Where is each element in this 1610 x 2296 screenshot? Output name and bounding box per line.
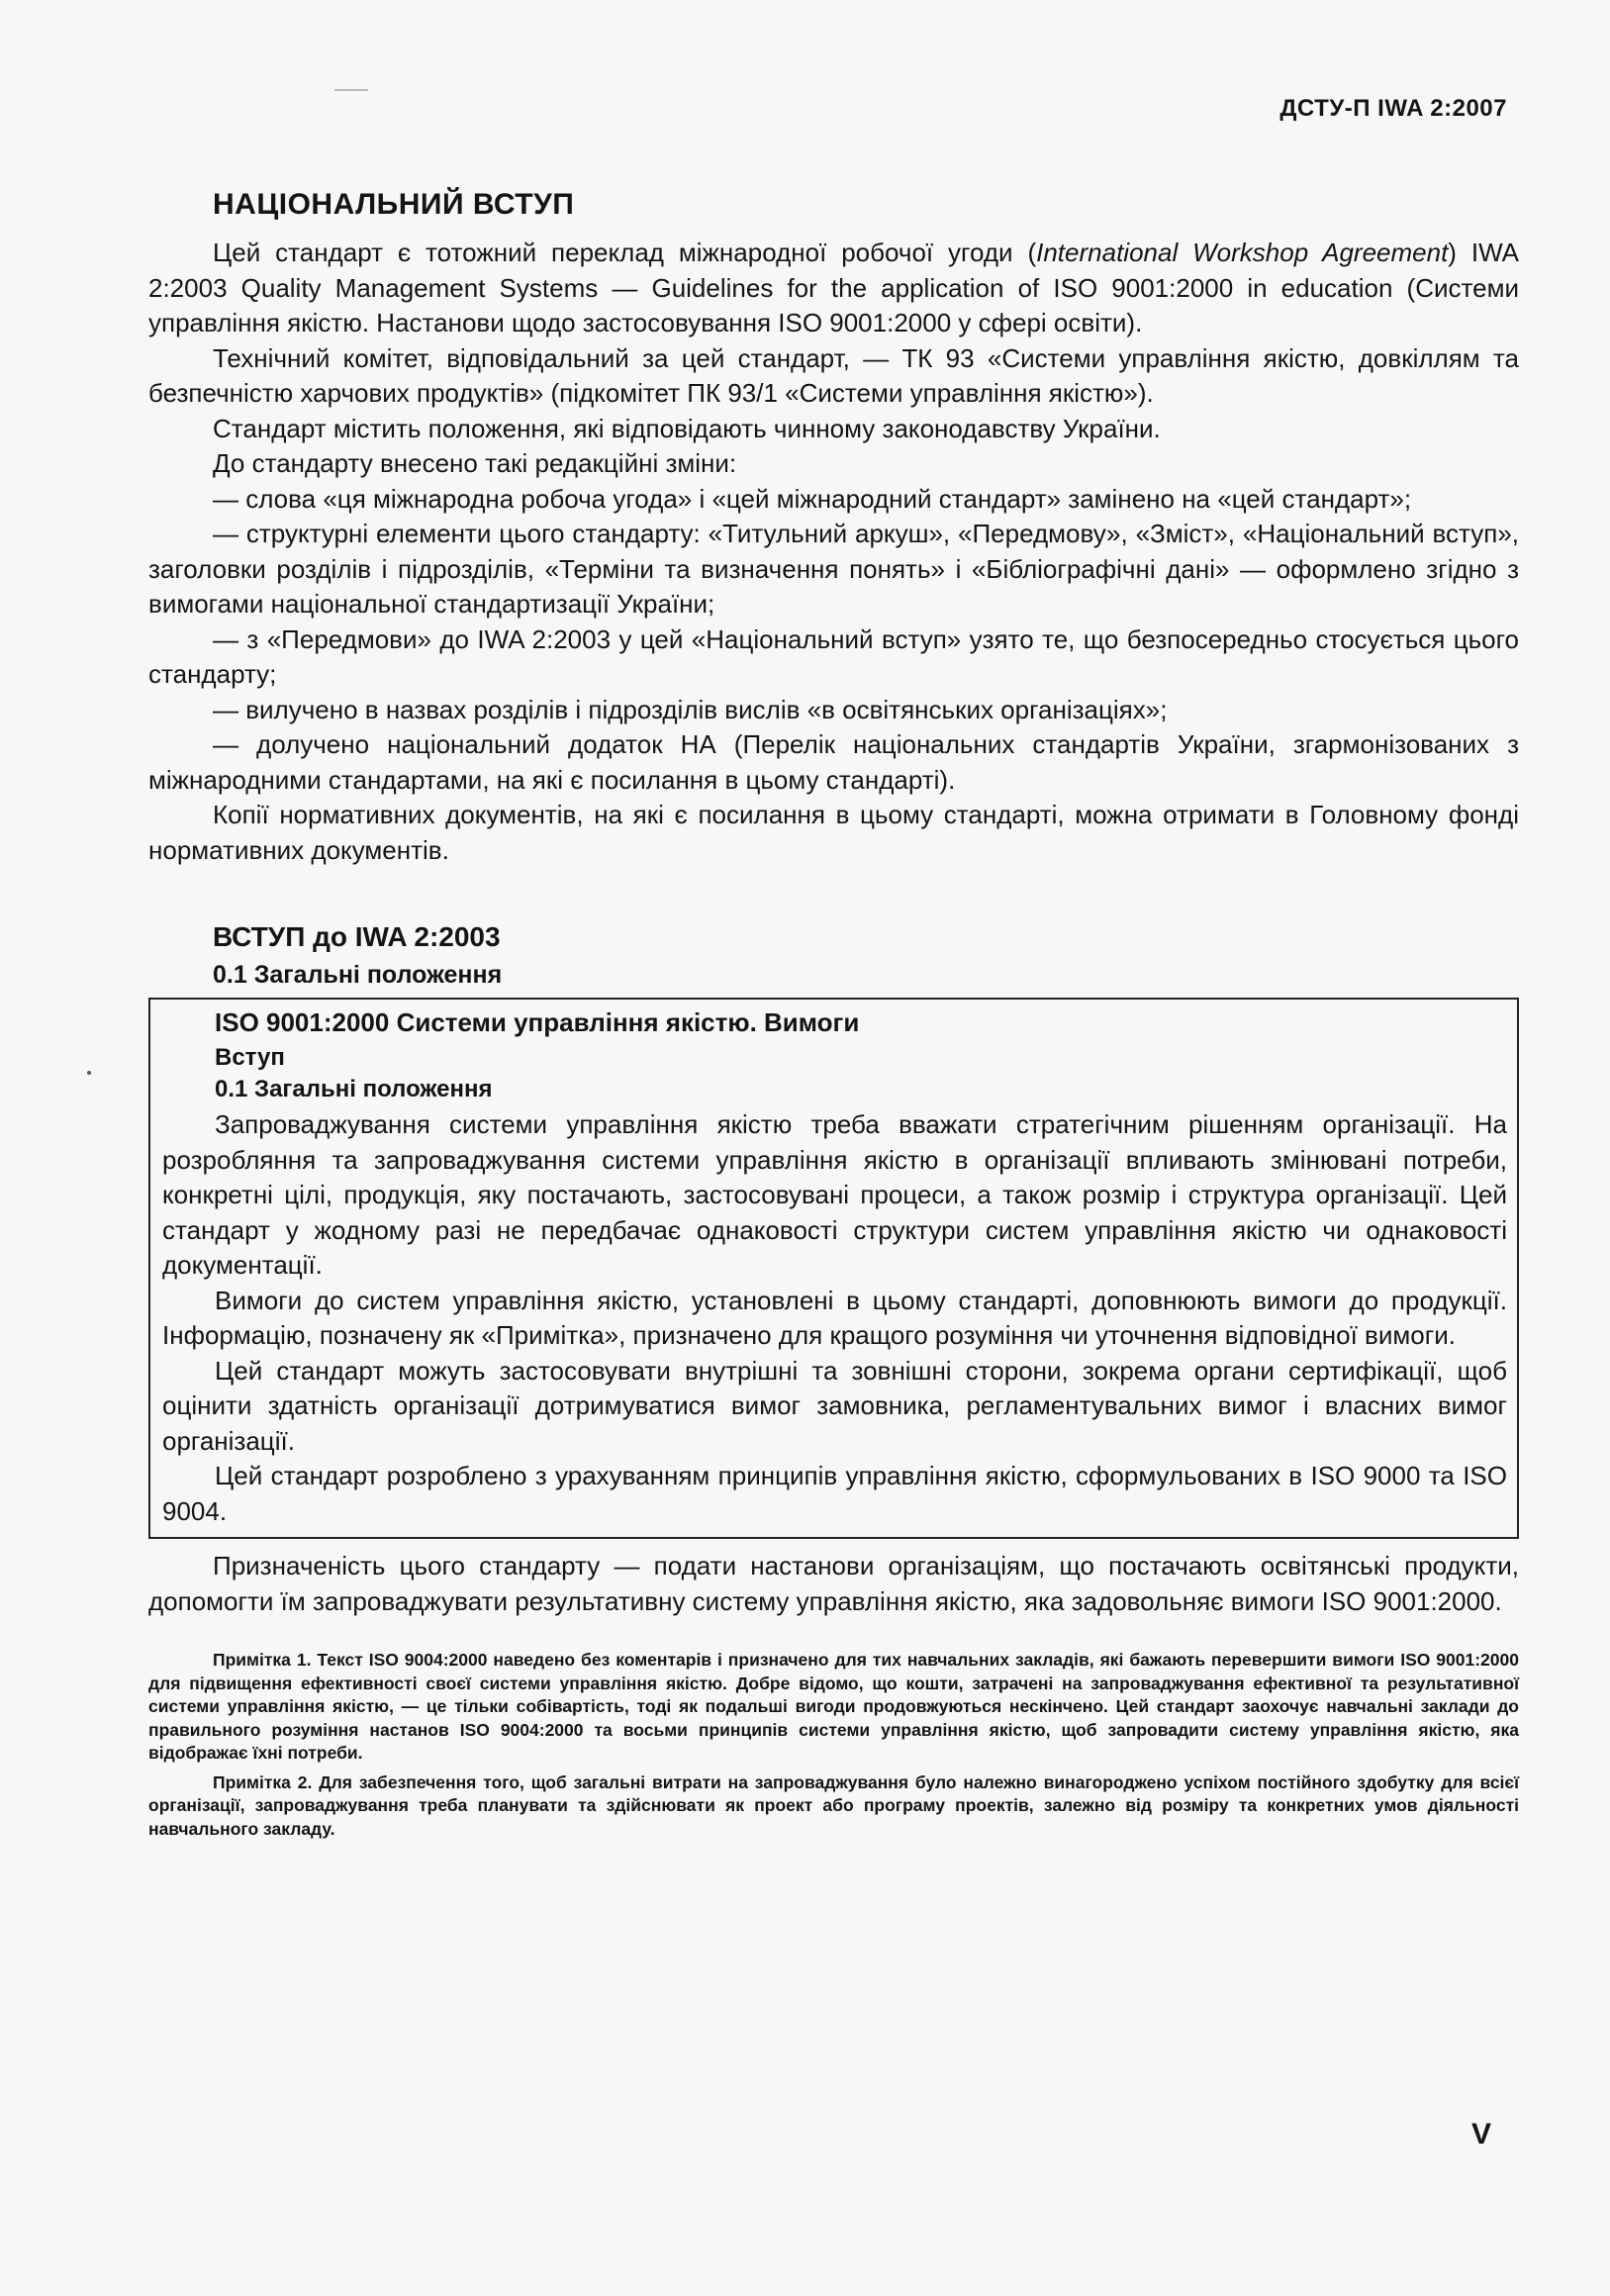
quote-box-subheading-intro: Вступ (215, 1044, 285, 1071)
quote-box-paragraph-3: Цей стандарт можуть застосовувати внутрішні та зовнішні сторони, зокрема органи сертифікації, щоб оцінити здатність організації дотримуватися вимог замовника, регламентувальних вимог і власних вимог організації. (162, 1355, 1507, 1456)
note-1-label: Примітка 1. (213, 1650, 312, 1670)
scan-artifact-dot (87, 1071, 91, 1075)
document-code: ДСТУ-П IWA 2:2007 (1279, 95, 1507, 122)
quote-box-paragraph-1: Запроваджування системи управління якістю треба вважати стратегічним рішенням організації. На розробляння та запроваджування системи управління якістю в організації впливають змінювані потреби, конкретні цілі, продукція, яку постачають, застосовувані процеси, а також розмір і структура організації. Цей стандарт у жодному разі не передбачає однаковості структури систем управління якістю чи однаковості документації. (162, 1109, 1507, 1280)
quote-box-title: ISO 9001:2000 Системи управління якістю. Вимоги (215, 1007, 860, 1037)
national-intro-paragraph-4: До стандарту внесено такі редакційні зміни: (213, 448, 737, 478)
change-item-1: — слова «ця міжнародна робоча угода» і «цей міжнародний стандарт» замінено на «цей стандарт»; (213, 483, 1412, 514)
notes-block (148, 1649, 1519, 1841)
iso-9001-quote-box (148, 998, 1519, 1539)
scan-artifact-mark (334, 89, 368, 91)
p1-text-a: Цей стандарт є тотожний переклад міжнародної робочої угоди ( (213, 238, 1037, 267)
change-item-2: — структурні елементи цього стандарту: «Титульний аркуш», «Передмову», «Зміст», «Національний вступ», заголовки розділів і підрозділів, «Терміни та визначення понять» і «Бібліографічні дані» — оформлено згідно з вимогами національної стандартизації України; (148, 519, 1519, 619)
national-intro-paragraph-1 (148, 236, 1519, 341)
change-item-3: — з «Передмови» до IWA 2:2003 у цей «Національний вступ» узято те, що безпосередньо стосується цього стандарту; (148, 623, 1519, 689)
change-item-5: — долучено національний додаток НА (Перелік національних стандартів України, згармонізованих з міжнародними стандартами, на які є посилання в цьому стандарті). (148, 729, 1519, 795)
note-2-text: Для забезпечення того, щоб загальні витрати на запроваджування було належно винагороджено успіхом постійного здобутку для всієї організації, запроваджування треба планувати та здійснювати як проект або програму проектів, залежно від розміру та конкретних умов діяльності навчального закладу. (148, 1771, 1519, 1839)
note-2 (148, 1771, 1519, 1842)
page-content (148, 188, 1519, 1847)
page-number: V (1470, 2118, 1491, 2151)
note-1-text: Текст ISO 9004:2000 наведено без коментарів і призначено для тих навчальних закладів, які бажають перевершити вимоги ISO 9001:2000 для підвищення ефективності своєї системи управління якістю. Добре відомо, що кошти, затрачені на запроваджування ефективної та результативної системи управління якістю, — це тільки собівартість, тоді як подальші вигоди продовжуються нескінчено. Цей стандарт заохочує навчальні заклади до правильного розуміння настанов ISO 9004:2000 та восьми принципів системи управління якістю, щоб запровадити систему управління якістю, яка відображає їхні потреби. (148, 1650, 1519, 1763)
p1-text-b: ) IWA 2:2003 Quality Management Systems — Guidelines for the application of ISO 9001:2000 in education (Системи управління якістю. Настанови щодо застосовування ISO 9001:2000 у сфері освіти). (148, 238, 1520, 337)
national-intro-paragraph-5: Копії нормативних документів, на які є посилання в цьому стандарті, можна отримати в Головному фонді нормативних документів. (148, 800, 1519, 865)
national-intro-paragraph-2: Технічний комітет, відповідальний за цей стандарт, — ТК 93 «Системи управління якістю, довкіллям та безпечністю харчових продуктів» (підкомітет ПК 93/1 «Системи управління якістю»). (148, 342, 1519, 408)
quote-box-paragraph-4: Цей стандарт розроблено з урахуванням принципів управління якістю, сформульованих в ISO 9000 та ISO 9004. (162, 1461, 1507, 1526)
clause-0-1-heading: 0.1 Загальні положення (213, 961, 503, 989)
note-1 (148, 1649, 1519, 1766)
quote-box-subheading-clause: 0.1 Загальні положення (215, 1076, 493, 1102)
purpose-paragraph: Призначеність цього стандарту — подати настанови організаціям, що постачають освітянські продукти, допомогти їм запроваджувати результативну систему управління якістю, яка задовольняє вимоги ISO 9001:2000. (148, 1551, 1519, 1616)
note-2-label: Примітка 2. (213, 1771, 313, 1792)
iwa-intro-title: ВСТУП до IWA 2:2003 (213, 921, 501, 952)
change-item-4: — вилучено в назвах розділів і підрозділів вислів «в освітянських організаціях»; (213, 694, 1168, 724)
quote-box-paragraph-2: Вимоги до систем управління якістю, установлені в цьому стандарті, доповнюють вимоги до продукції. Інформацію, позначену як «Примітка», призначено для кращого розуміння чи уточнення відповідної вимоги. (162, 1285, 1507, 1350)
p1-italic-term: International Workshop Agreement (1036, 238, 1449, 267)
national-intro-paragraph-3: Стандарт містить положення, які відповідають чинному законодавству України. (213, 413, 1161, 443)
national-intro-title: НАЦІОНАЛЬНИЙ ВСТУП (213, 188, 575, 221)
